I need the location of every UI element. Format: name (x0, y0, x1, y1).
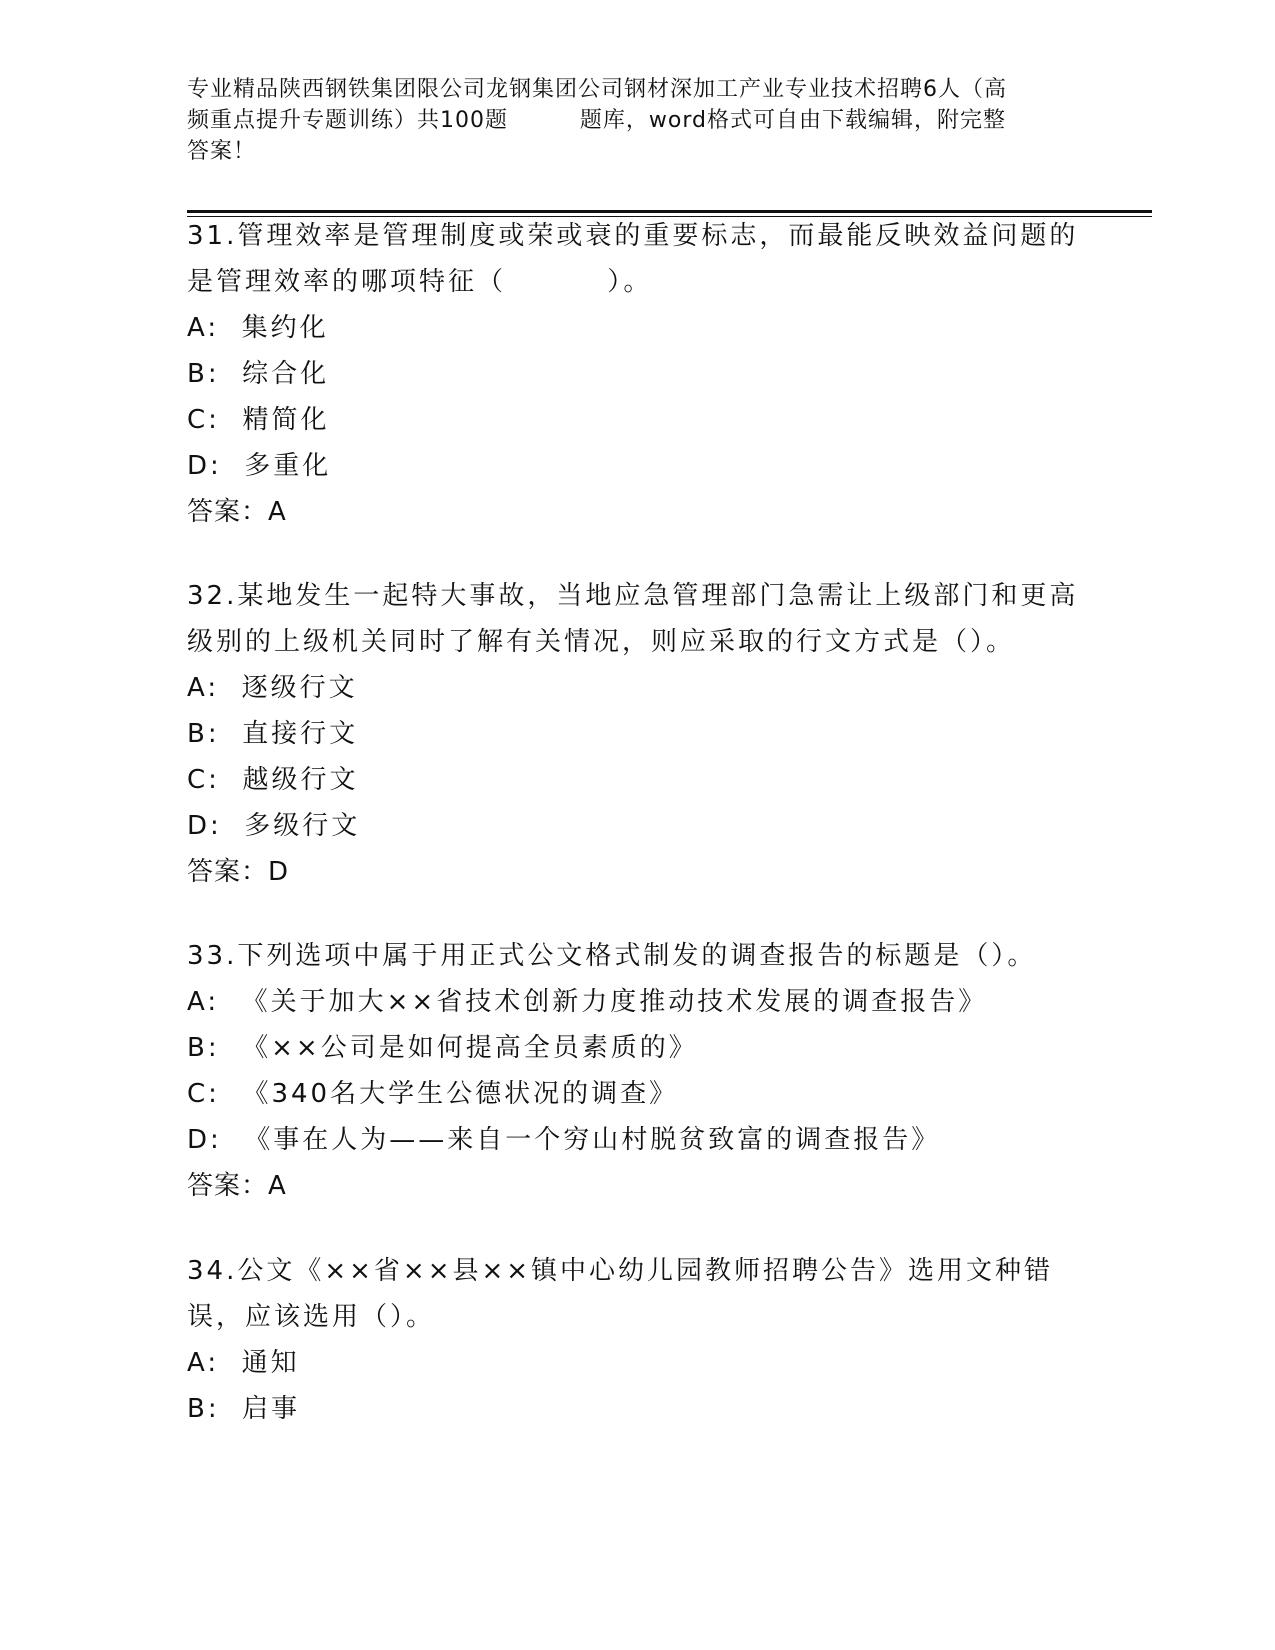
question-34 (187, 1248, 1087, 1432)
question-stem-line: 误，应该选用（）。 (187, 1302, 436, 1332)
option-d: D: 多重化 (187, 451, 332, 481)
option-a: A: 通知 (187, 1348, 300, 1378)
question-stem-line: 31.管理效率是管理制度或荣或衰的重要标志，而最能反映效益问题的 (187, 221, 1079, 251)
answer-line: 答案：A (187, 1171, 287, 1201)
option-b: B: 启事 (187, 1394, 301, 1424)
option-a: A: 逐级行文 (187, 673, 358, 703)
option-b: B: 直接行文 (187, 719, 359, 749)
document-header (187, 74, 1087, 167)
question-stem-line: 是管理效率的哪项特征（ ）。 (187, 267, 653, 297)
question-33 (187, 933, 1087, 1209)
option-b: B: 《××公司是如何提高全员素质的》 (187, 1033, 698, 1063)
header-line: 专业精品陕西钢铁集团限公司龙钢集团公司钢材深加工产业专业技术招聘6人（高 (187, 77, 1007, 102)
option-a: A: 《关于加大××省技术创新力度推动技术发展的调查报告》 (187, 987, 988, 1017)
header-line: 答案！ (187, 139, 257, 164)
question-stem-line: 34.公文《××省××县××镇中心幼儿园教师招聘公告》选用文种错 (187, 1256, 1054, 1286)
question-stem-line: 32.某地发生一起特大事故，当地应急管理部门急需让上级部门和更高 (187, 581, 1079, 611)
option-c: C: 越级行文 (187, 765, 359, 795)
option-a: A: 集约化 (187, 313, 329, 343)
answer-line: 答案：A (187, 497, 287, 527)
option-d: D: 多级行文 (187, 811, 361, 841)
header-line: 频重点提升专题训练）共100题 题库，word格式可自由下载编辑，附完整 (187, 108, 1007, 133)
question-stem-line: 33.下列选项中属于用正式公文格式制发的调查报告的标题是（）。 (187, 941, 1037, 971)
option-c: C: 《340名大学生公德状况的调查》 (187, 1079, 679, 1109)
option-c: C: 精简化 (187, 405, 330, 435)
question-32 (187, 573, 1087, 895)
answer-line: 答案：D (187, 857, 290, 887)
question-stem-line: 级别的上级机关同时了解有关情况，则应采取的行文方式是（）。 (187, 627, 1016, 657)
option-d: D: 《事在人为——来自一个穷山村脱贫致富的调查报告》 (187, 1125, 941, 1155)
question-31 (187, 213, 1087, 535)
option-b: B: 综合化 (187, 359, 330, 389)
